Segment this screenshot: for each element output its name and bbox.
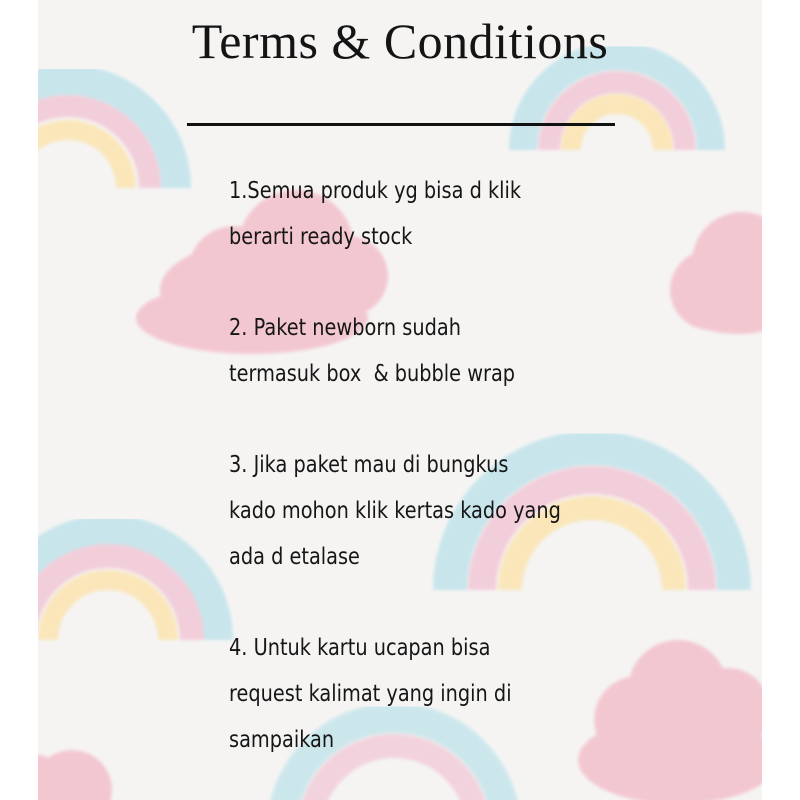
rainbow-top-left xyxy=(38,80,176,188)
term-line: sampaikan xyxy=(229,727,335,753)
term-item xyxy=(229,625,607,763)
term-line: 3. Jika paket mau di bungkus xyxy=(229,452,509,478)
term-item xyxy=(229,168,607,260)
title-underline xyxy=(187,123,615,126)
term-line: 1.Semua produk yg bisa d klik xyxy=(229,178,522,204)
cloud-bottom-left xyxy=(38,750,112,800)
term-item xyxy=(229,442,607,580)
term-item xyxy=(229,305,607,397)
rainbow-left-middle xyxy=(38,530,218,640)
term-line: kado mohon klik kertas kado yang xyxy=(229,498,561,524)
term-line: termasuk box & bubble wrap xyxy=(229,361,516,387)
term-line: request kalimat yang ingin di xyxy=(229,681,512,707)
cloud-right-middle xyxy=(670,212,762,334)
term-line: berarti ready stock xyxy=(229,224,413,250)
term-line: 4. Untuk kartu ucapan bisa xyxy=(229,635,491,661)
terms-list xyxy=(229,168,607,763)
term-line: 2. Paket newborn sudah xyxy=(229,315,461,341)
terms-card xyxy=(38,0,762,800)
term-line: ada d etalase xyxy=(229,544,360,570)
page-title: Terms & Conditions xyxy=(191,13,609,69)
